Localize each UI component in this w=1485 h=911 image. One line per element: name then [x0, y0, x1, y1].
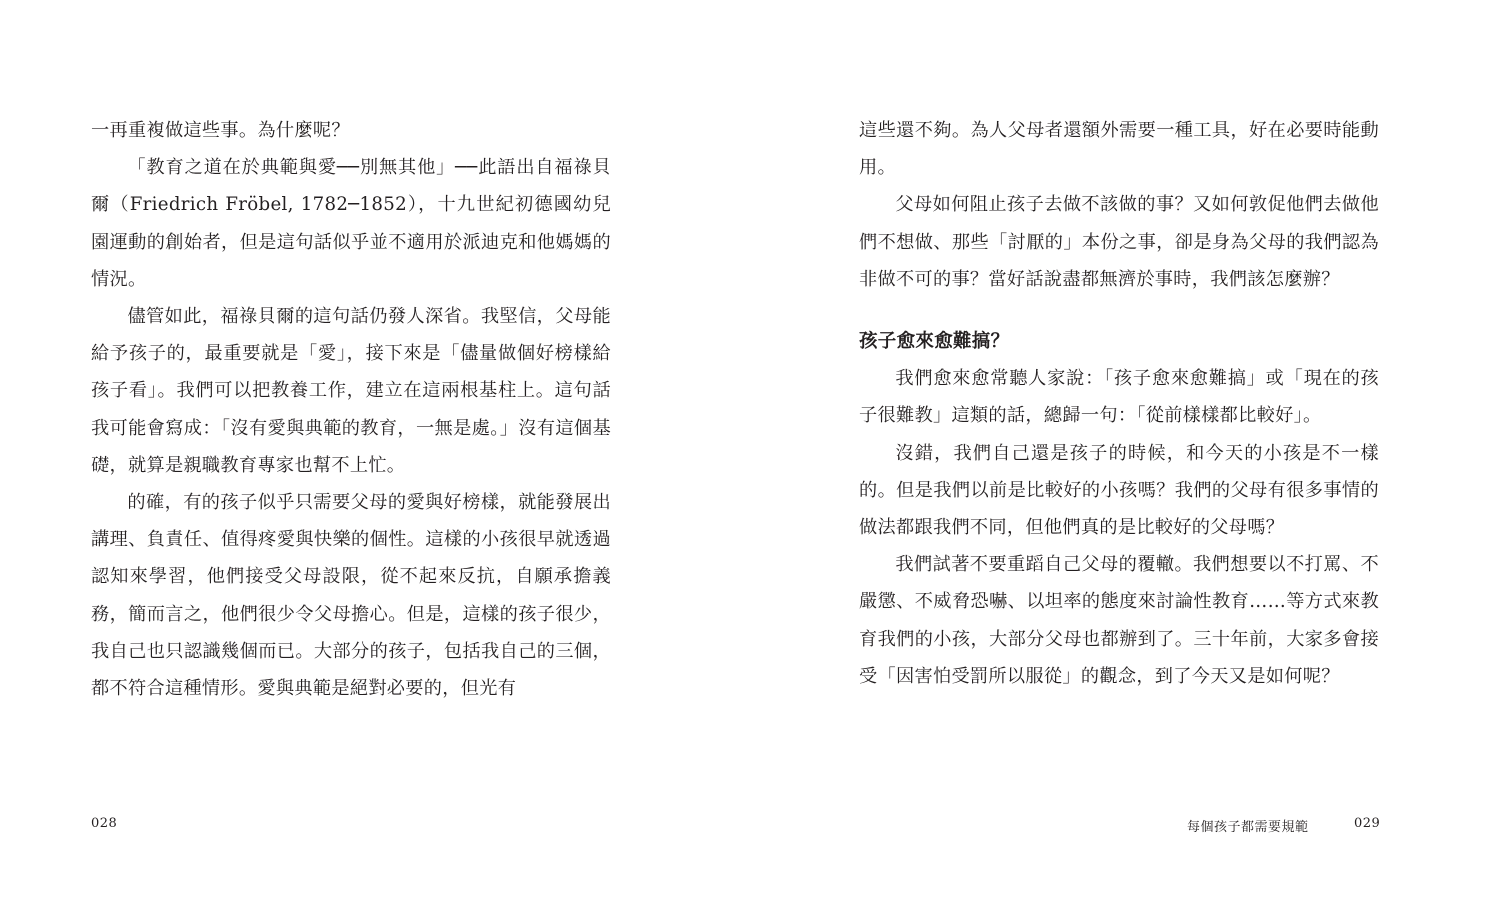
paragraph-hear-people-say: 我們愈來愈常聽人家說：「孩子愈來愈難搞」或「現在的孩子很難教」這類的話，總歸一句：「從前樣樣都比較好」。: [859, 368, 1379, 427]
running-title: 每個孩子都需要規範: [1187, 820, 1309, 835]
paragraph-some-children: 的確，有的孩子似乎只需要父母的愛與好榜樣，就能發展出講理、負責任、值得疼愛與快樂的個性。這樣的小孩很早就透過認知來學習，他們接受父母設限，從不起來反抗，自願承擔義務，簡而言之，他們很少令父母擔心。但是，這樣的孩子很少，我自己也只認識幾個而已。大部分的孩子，包括我自己的三個，都不符合這種情形。愛與典範是絕對必要的，但光有: [91, 492, 611, 700]
paragraph-how-to-stop: 父母如何阻止孩子去做不該做的事？又如何敦促他們去做他們不想做、那些「討厭的」本份之事，卻是身為父母的我們認為非做不可的事？當好話說盡都無濟於事時，我們該怎麼辦？: [859, 194, 1379, 290]
page-number-left: 028: [91, 816, 118, 831]
section-heading: 孩子愈來愈難搞？: [859, 331, 1010, 353]
paragraph-continued: 一再重複做這些事。為什麼呢？: [91, 120, 350, 141]
left-page: [0, 0, 742, 911]
page-number-right: 029: [1354, 816, 1381, 831]
paragraph-frobel-quote: 「教育之道在於典範與愛──別無其他」──此語出自福祿貝爾（Friedrich Fröbel, 1782─1852），十九世紀初德國幼兒園運動的創始者，但是這句話似乎並不適用於派迪克和他媽媽的情況。: [91, 157, 611, 290]
left-page-body: [91, 112, 611, 707]
right-page: [742, 0, 1485, 911]
paragraph-different-parents: 沒錯，我們自己還是孩子的時候，和今天的小孩是不一樣的。但是我們以前是比較好的小孩嗎？我們的父母有很多事情的做法都跟我們不同，但他們真的是比較好的父母嗎？: [859, 442, 1379, 539]
paragraph-continued: 這些還不夠。為人父母者還額外需要一種工具，好在必要時能動用。: [859, 120, 1379, 179]
right-page-body: [859, 112, 1379, 695]
paragraph-love-and-example: 儘管如此，福祿貝爾的這句話仍發人深省。我堅信，父母能給予孩子的，最重要就是「愛」，接下來是「儘量做個好榜樣給孩子看」。我們可以把教養工作，建立在這兩根基柱上。這句話我可能會寫成：「沒有愛與典範的教育，一無是處。」沒有這個基礎，就算是親職教育專家也幫不上忙。: [91, 306, 611, 476]
paragraph-avoid-mistakes: 我們試著不要重蹈自己父母的覆轍。我們想要以不打罵、不嚴懲、不威脅恐嚇、以坦率的態度來討論性教育……等方式來教育我們的小孩，大部分父母也都辦到了。三十年前，大家多會接受「因害怕受罰所以服從」的觀念，到了今天又是如何呢？: [859, 554, 1379, 687]
